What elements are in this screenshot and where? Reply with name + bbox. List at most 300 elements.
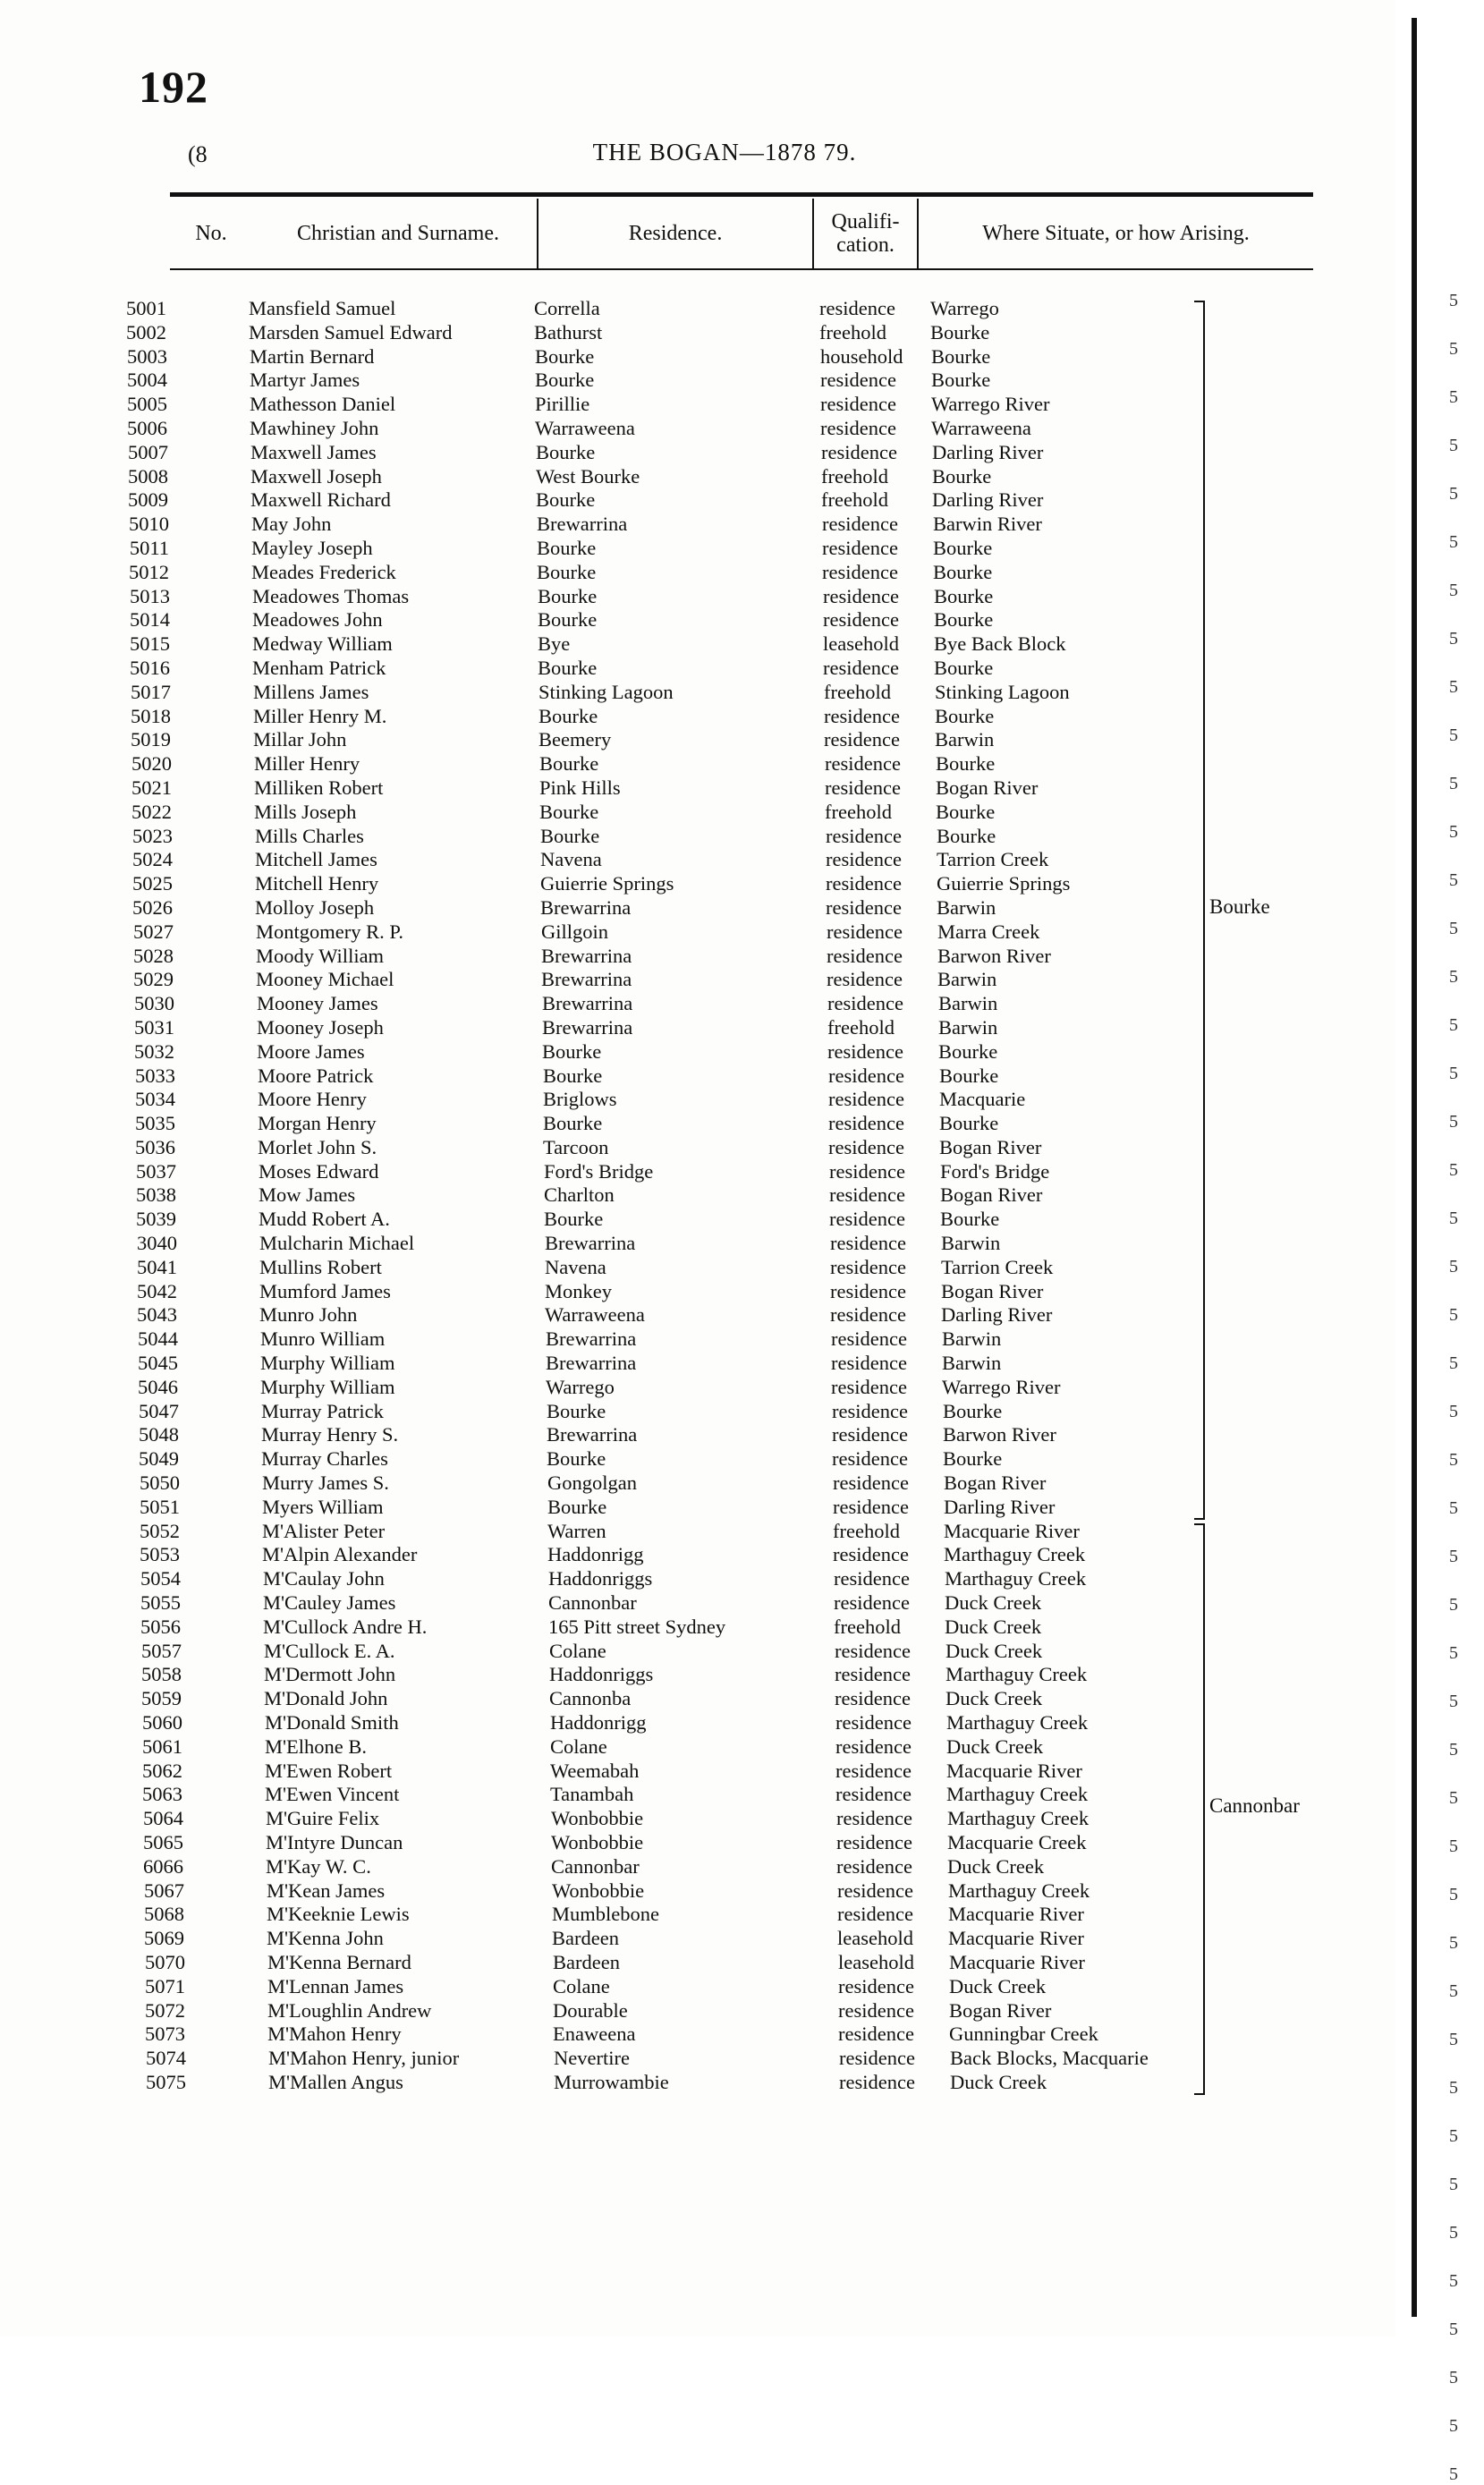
- table-row: [0, 1112, 1395, 1136]
- row-where: Bourke: [940, 1208, 1000, 1231]
- table-row: [0, 1567, 1395, 1591]
- table-row: [0, 920, 1395, 945]
- row-number: 5070: [145, 1950, 185, 1973]
- table-row: [0, 1400, 1395, 1424]
- row-residence: Bourke: [536, 440, 596, 463]
- row-where: Bourke: [931, 344, 991, 368]
- row-where: Tarrion Creek: [941, 1255, 1054, 1278]
- row-name: Mayley Joseph: [251, 536, 373, 559]
- adjacent-page-digit: 5: [1449, 2078, 1458, 2098]
- row-qualification: residence: [835, 1734, 912, 1758]
- row-number: 5065: [143, 1831, 183, 1853]
- row-number: 5004: [127, 369, 167, 392]
- row-residence: Haddonriggs: [549, 1663, 654, 1686]
- row-residence: Haddonriggs: [548, 1567, 653, 1590]
- row-where: Guierrie Springs: [937, 872, 1071, 895]
- row-where: Barwin: [942, 1352, 1002, 1375]
- row-number: 5058: [141, 1663, 182, 1686]
- row-where: Bogan River: [936, 776, 1039, 799]
- row-number: 5051: [140, 1495, 180, 1518]
- row-where: Marra Creek: [937, 920, 1040, 943]
- adjacent-page-digit: 5: [1449, 1209, 1458, 1228]
- row-number: 5061: [142, 1734, 182, 1758]
- row-qualification: residence: [826, 895, 902, 919]
- row-residence: Bourke: [547, 1447, 606, 1471]
- row-residence: Bourke: [538, 608, 598, 632]
- row-number: 5021: [131, 776, 172, 799]
- row-residence: Haddonrigg: [550, 1711, 647, 1734]
- row-where: Warrego River: [942, 1375, 1061, 1398]
- row-number: 5011: [129, 536, 169, 559]
- row-number: 5020: [131, 752, 172, 776]
- row-name: M'Guire Felix: [266, 1807, 380, 1830]
- row-residence: Bourke: [540, 824, 600, 847]
- adjacent-page-digit: 5: [1449, 774, 1458, 793]
- row-number: 5025: [132, 872, 173, 895]
- row-residence: Warraweena: [535, 416, 635, 439]
- row-number: 5005: [127, 393, 167, 416]
- row-number: 5072: [145, 1998, 185, 2022]
- adjacent-page-digit: 5: [1449, 967, 1458, 987]
- row-where: Bourke: [934, 584, 994, 607]
- row-name: Moore James: [257, 1039, 365, 1063]
- row-residence: Colane: [549, 1639, 606, 1662]
- table-row: [0, 441, 1395, 465]
- row-name: Moody William: [256, 944, 385, 967]
- table-row: [0, 608, 1395, 632]
- row-residence: Bourke: [543, 1064, 603, 1087]
- row-number: 5007: [128, 440, 168, 463]
- row-number: 5057: [141, 1639, 182, 1662]
- row-qualification: residence: [835, 1687, 911, 1710]
- table-row: [0, 1064, 1395, 1089]
- group-label: Bourke: [1209, 895, 1270, 919]
- row-where: Darling River: [932, 488, 1044, 512]
- adjacent-page-digit: 5: [1449, 339, 1458, 359]
- row-residence: Cannonbar: [548, 1591, 637, 1615]
- row-residence: Brewarrina: [542, 1015, 633, 1039]
- row-number: 5053: [140, 1543, 180, 1566]
- row-qualification: freehold: [819, 320, 886, 343]
- row-where: Barwin River: [933, 513, 1042, 536]
- adjacent-page-digit: 5: [1449, 581, 1458, 600]
- table-row: [0, 513, 1395, 537]
- row-where: Marthaguy Creek: [946, 1711, 1089, 1734]
- row-where: Darling River: [932, 440, 1044, 463]
- row-residence: Brewarrina: [546, 1327, 637, 1351]
- table-row: [0, 1783, 1395, 1807]
- adjacent-page-digit: 5: [1449, 2464, 1458, 2484]
- table-row: [0, 1879, 1395, 1904]
- table-row: [0, 1591, 1395, 1616]
- page-title: THE BOGAN—1878 79.: [592, 139, 857, 165]
- row-residence: Bourke: [547, 1399, 606, 1422]
- table-row: [0, 1831, 1395, 1855]
- row-number: 5031: [134, 1015, 174, 1039]
- row-qualification: residence: [828, 1088, 904, 1111]
- row-where: Bourke: [933, 560, 993, 583]
- row-name: Myers William: [262, 1495, 384, 1518]
- row-number: 5050: [140, 1471, 180, 1495]
- row-where: Bourke: [939, 1112, 999, 1135]
- row-where: Macquarie River: [948, 1903, 1084, 1926]
- row-where: Barwin: [942, 1327, 1002, 1351]
- row-name: Molloy Joseph: [255, 895, 375, 919]
- table-row: [0, 968, 1395, 992]
- row-number: 5022: [131, 800, 172, 823]
- row-residence: West Bourke: [536, 464, 640, 488]
- adjacent-page-digit: 5: [1449, 1933, 1458, 1953]
- table-row: [0, 1687, 1395, 1711]
- row-qualification: residence: [836, 1807, 912, 1830]
- row-name: Menham Patrick: [252, 656, 386, 679]
- row-residence: Gongolgan: [547, 1471, 637, 1495]
- table-row: [0, 848, 1395, 872]
- adjacent-page-digit: 5: [1449, 1160, 1458, 1180]
- row-name: Moore Patrick: [258, 1064, 374, 1087]
- row-where: Marthaguy Creek: [945, 1567, 1087, 1590]
- adjacent-page-digit: 5: [1449, 919, 1458, 938]
- row-name: Marsden Samuel Edward: [249, 320, 453, 343]
- table-row: [0, 1232, 1395, 1256]
- row-qualification: residence: [826, 848, 902, 871]
- row-name: Mooney Joseph: [257, 1015, 384, 1039]
- table-row: [0, 1327, 1395, 1352]
- row-name: M'Cauley James: [263, 1591, 396, 1615]
- table-row: [0, 369, 1395, 393]
- row-where: Macquarie: [939, 1088, 1026, 1111]
- row-where: Bourke: [939, 1064, 999, 1087]
- row-name: M'Dermott John: [264, 1663, 396, 1686]
- row-where: Macquarie River: [944, 1519, 1080, 1542]
- row-name: M'Cullock E. A.: [264, 1639, 395, 1662]
- row-qualification: residence: [820, 393, 896, 416]
- table-row: [0, 1280, 1395, 1304]
- row-where: Barwin: [935, 728, 995, 751]
- page-marker: (8: [188, 141, 208, 167]
- adjacent-page-digit: 5: [1449, 2271, 1458, 2291]
- row-name: M'Loughlin Andrew: [267, 1998, 432, 2022]
- row-residence: Nevertire: [554, 2047, 630, 2070]
- row-residence: Bourke: [537, 560, 597, 583]
- row-where: Macquarie River: [946, 1759, 1082, 1782]
- row-qualification: residence: [832, 1399, 908, 1422]
- row-qualification: residence: [829, 1208, 905, 1231]
- adjacent-page-digit: 5: [1449, 1402, 1458, 1421]
- row-name: Mulcharin Michael: [259, 1232, 415, 1255]
- group-bracket: [1194, 1523, 1205, 2095]
- row-residence: Guierrie Springs: [540, 872, 674, 895]
- row-number: 5034: [135, 1088, 175, 1111]
- row-residence: 165 Pitt street Sydney: [548, 1615, 726, 1638]
- row-qualification: residence: [831, 1352, 907, 1375]
- row-name: Mooney Michael: [256, 968, 394, 991]
- row-number: 5033: [135, 1064, 175, 1087]
- row-qualification: residence: [822, 513, 898, 536]
- row-where: Darling River: [941, 1303, 1053, 1327]
- row-where: Barwin: [937, 895, 996, 919]
- row-number: 5010: [129, 513, 169, 536]
- table-row: [0, 752, 1395, 776]
- adjacent-page-digit: 5: [1449, 1788, 1458, 1808]
- row-number: 5071: [145, 1974, 185, 1997]
- table-row: [0, 297, 1395, 321]
- adjacent-page-digit: 5: [1449, 870, 1458, 890]
- row-where: Gunningbar Creek: [949, 2023, 1098, 2046]
- row-residence: Navena: [540, 848, 602, 871]
- page-edge-shadow: [1412, 18, 1417, 2317]
- row-name: Murry James S.: [262, 1471, 389, 1495]
- row-where: Bourke: [935, 704, 995, 727]
- row-name: M'Kay W. C.: [266, 1854, 371, 1878]
- row-number: 5064: [143, 1807, 183, 1830]
- adjacent-page-digit: 5: [1449, 2126, 1458, 2146]
- row-residence: Bardeen: [552, 1927, 619, 1950]
- adjacent-page-digit: 5: [1449, 1257, 1458, 1276]
- table-row: [0, 1927, 1395, 1951]
- row-name: M'Mallen Angus: [268, 2070, 403, 2093]
- row-residence: Bardeen: [553, 1950, 620, 1973]
- row-qualification: residence: [830, 1279, 906, 1302]
- row-where: Bourke: [933, 536, 993, 559]
- row-name: Miller Henry: [254, 752, 360, 776]
- table-row: [0, 1640, 1395, 1664]
- row-qualification: freehold: [821, 464, 888, 488]
- table-row: [0, 417, 1395, 441]
- row-name: Murray Charles: [261, 1447, 388, 1471]
- row-qualification: residence: [832, 1423, 908, 1446]
- adjacent-page-digit: 5: [1449, 629, 1458, 649]
- row-where: Warrego River: [931, 393, 1050, 416]
- row-where: Duck Creek: [950, 2070, 1047, 2093]
- row-name: Murphy William: [260, 1352, 395, 1375]
- row-name: M'Ewen Robert: [265, 1759, 393, 1782]
- row-where: Bourke: [937, 824, 996, 847]
- adjacent-page-digit: 5: [1449, 725, 1458, 745]
- row-where: Duck Creek: [946, 1734, 1044, 1758]
- row-number: 5018: [131, 704, 171, 727]
- table-row: [0, 488, 1395, 513]
- row-residence: Brewarrina: [540, 895, 632, 919]
- row-name: Mills Charles: [255, 824, 364, 847]
- row-qualification: residence: [827, 920, 903, 943]
- row-number: 5036: [135, 1135, 175, 1158]
- table-row: [0, 1136, 1395, 1160]
- table-row: [0, 872, 1395, 896]
- row-where: Back Blocks, Macquarie: [950, 2047, 1149, 2070]
- adjacent-page-digit: 5: [1449, 1112, 1458, 1132]
- row-qualification: residence: [835, 1783, 912, 1806]
- row-qualification: residence: [830, 1255, 906, 1278]
- row-name: Millar John: [253, 728, 347, 751]
- row-number: 5067: [144, 1879, 184, 1902]
- row-where: Bourke: [930, 320, 990, 343]
- row-number: 5013: [130, 584, 170, 607]
- adjacent-page-digit: 5: [1449, 2320, 1458, 2339]
- row-residence: Warrego: [546, 1375, 615, 1398]
- header-qualification: Qualifi-cation.: [831, 210, 900, 257]
- adjacent-page-digit: 5: [1449, 1015, 1458, 1035]
- row-number: 5075: [146, 2070, 186, 2093]
- row-where: Bourke: [943, 1399, 1003, 1422]
- row-qualification: residence: [820, 369, 896, 392]
- row-where: Duck Creek: [946, 1687, 1043, 1710]
- row-name: Munro William: [260, 1327, 386, 1351]
- row-name: Medway William: [252, 632, 393, 656]
- table-row: [0, 1496, 1395, 1520]
- row-qualification: leasehold: [837, 1927, 913, 1950]
- row-residence: Pink Hills: [539, 776, 621, 799]
- row-residence: Haddonrigg: [547, 1543, 644, 1566]
- row-residence: Mumblebone: [552, 1903, 659, 1926]
- row-residence: Colane: [553, 1974, 610, 1997]
- row-number: 5062: [142, 1759, 182, 1782]
- row-name: Milliken Robert: [254, 776, 384, 799]
- table-row: [0, 1040, 1395, 1064]
- row-number: 5030: [134, 992, 174, 1015]
- row-number: 5074: [146, 2047, 186, 2070]
- row-residence: Wonbobbie: [552, 1879, 645, 1902]
- row-qualification: freehold: [821, 488, 888, 512]
- table-row: [0, 585, 1395, 609]
- row-qualification: residence: [832, 1447, 908, 1471]
- row-qualification: residence: [834, 1567, 910, 1590]
- page-number: 192: [139, 62, 208, 112]
- elector-list: [0, 297, 1395, 2095]
- row-number: 3040: [137, 1232, 177, 1255]
- row-qualification: residence: [819, 297, 895, 319]
- row-where: Bourke: [943, 1447, 1003, 1471]
- table-row: [0, 537, 1395, 561]
- row-number: 5044: [138, 1327, 178, 1351]
- adjacent-page-digit: 5: [1449, 1885, 1458, 1904]
- row-name: M'Cullock Andre H.: [263, 1615, 428, 1638]
- row-number: 5029: [133, 968, 174, 991]
- row-name: Mills Joseph: [254, 800, 357, 823]
- row-where: Marthaguy Creek: [944, 1543, 1086, 1566]
- row-name: Maxwell Joseph: [250, 464, 382, 488]
- adjacent-page-digit: 5: [1449, 1692, 1458, 1711]
- row-where: Macquarie Creek: [947, 1831, 1087, 1853]
- table-row: [0, 1016, 1395, 1040]
- table-row: [0, 681, 1395, 705]
- row-name: Murray Henry S.: [261, 1423, 399, 1446]
- row-residence: Colane: [550, 1734, 607, 1758]
- row-number: 5008: [128, 464, 168, 488]
- row-name: M'Alister Peter: [262, 1519, 386, 1542]
- row-number: 5024: [132, 848, 173, 871]
- row-qualification: residence: [823, 608, 899, 632]
- row-residence: Brewarrina: [547, 1423, 638, 1446]
- adjacent-page-digit: 5: [1449, 387, 1458, 407]
- row-residence: Bourke: [544, 1208, 604, 1231]
- row-number: 5054: [140, 1567, 181, 1590]
- row-residence: Dourable: [553, 1998, 628, 2022]
- row-name: May John: [251, 513, 332, 536]
- table-row: [0, 1711, 1395, 1735]
- row-qualification: leasehold: [838, 1950, 914, 1973]
- row-residence: Ford's Bridge: [544, 1159, 654, 1183]
- adjacent-page-digit: 5: [1449, 822, 1458, 842]
- table-row: [0, 1183, 1395, 1208]
- row-number: 5042: [137, 1279, 177, 1302]
- row-residence: Brewarrina: [542, 992, 633, 1015]
- row-number: 5073: [145, 2023, 185, 2046]
- row-number: 5068: [144, 1903, 184, 1926]
- row-name: Meades Frederick: [251, 560, 396, 583]
- table-row: [0, 2023, 1395, 2047]
- table-row: [0, 1807, 1395, 1831]
- row-name: Mumford James: [259, 1279, 391, 1302]
- row-qualification: residence: [838, 1974, 914, 1997]
- row-name: Mathesson Daniel: [250, 393, 396, 416]
- row-where: Duck Creek: [949, 1974, 1047, 1997]
- row-residence: Bourke: [536, 488, 596, 512]
- table-row: [0, 1760, 1395, 1784]
- adjacent-page-digit: 5: [1449, 2030, 1458, 2049]
- row-residence: Cannonba: [549, 1687, 632, 1710]
- row-where: Bourke: [936, 752, 996, 776]
- row-qualification: residence: [836, 1831, 912, 1853]
- row-name: M'Lennan James: [267, 1974, 404, 1997]
- row-qualification: residence: [826, 824, 902, 847]
- row-number: 5027: [133, 920, 174, 943]
- row-name: M'Mahon Henry, junior: [268, 2047, 460, 2070]
- row-name: Moore Henry: [258, 1088, 367, 1111]
- row-where: Bourke: [932, 464, 992, 488]
- row-name: Mow James: [259, 1183, 356, 1207]
- row-qualification: residence: [837, 1903, 913, 1926]
- adjacent-page-digit: 5: [1449, 1353, 1458, 1373]
- table-row: [0, 1999, 1395, 2023]
- row-name: Murray Patrick: [261, 1399, 384, 1422]
- row-qualification: residence: [825, 776, 901, 799]
- row-name: Maxwell Richard: [250, 488, 391, 512]
- table-row: [0, 1423, 1395, 1447]
- row-number: 5063: [142, 1783, 182, 1806]
- row-name: M'Kenna John: [267, 1927, 384, 1950]
- row-where: Bogan River: [939, 1135, 1042, 1158]
- row-qualification: residence: [835, 1759, 912, 1782]
- table-row: [0, 1088, 1395, 1112]
- row-residence: Bourke: [539, 752, 599, 776]
- table-row: [0, 1208, 1395, 1232]
- row-where: Duck Creek: [947, 1854, 1045, 1878]
- table-row: [0, 992, 1395, 1016]
- row-number: 5052: [140, 1519, 180, 1542]
- header-bottom-rule: [170, 268, 1313, 270]
- row-number: 5049: [139, 1447, 179, 1471]
- row-number: 5028: [133, 944, 174, 967]
- row-qualification: residence: [822, 560, 898, 583]
- row-qualification: residence: [839, 2070, 915, 2093]
- adjacent-page-digit: 5: [1449, 1305, 1458, 1325]
- row-residence: Bourke: [538, 656, 598, 679]
- row-qualification: freehold: [824, 680, 891, 703]
- row-qualification: residence: [830, 1232, 906, 1255]
- row-residence: Tanambah: [550, 1783, 634, 1806]
- row-qualification: residence: [826, 872, 902, 895]
- row-qualification: residence: [821, 440, 897, 463]
- row-number: 5060: [142, 1711, 182, 1734]
- row-name: M'Alpin Alexander: [262, 1543, 418, 1566]
- row-name: Moses Edward: [259, 1159, 379, 1183]
- table-row: [0, 1543, 1395, 1567]
- row-number: 5038: [136, 1183, 176, 1207]
- table-row: [0, 896, 1395, 920]
- row-residence: Navena: [545, 1255, 606, 1278]
- adjacent-page-digit: 5: [1449, 2175, 1458, 2194]
